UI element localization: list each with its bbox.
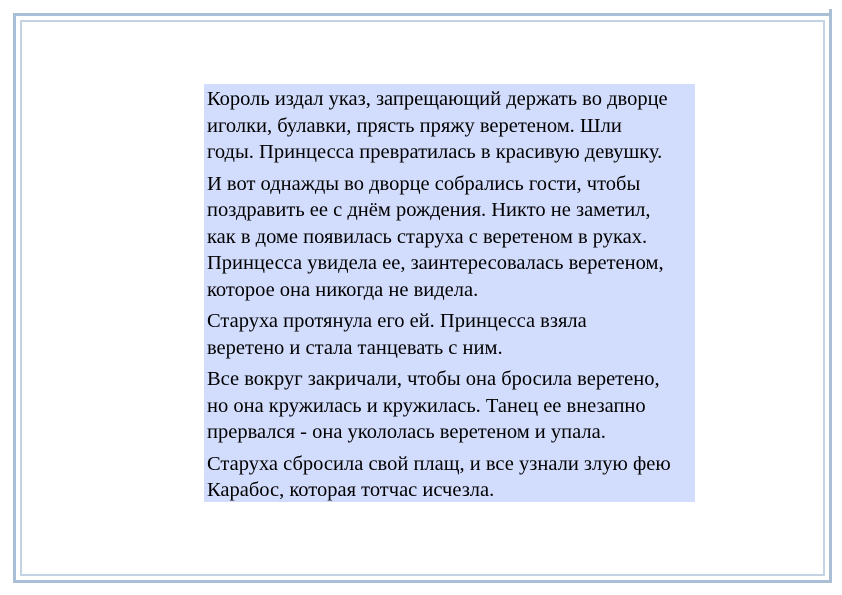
text-line: поздравить ее с днём рождения. Никто не заметил, [207,199,651,221]
text-line: И вот однажды во дворце собрались гости, чтобы [207,172,641,195]
text-line: Принцесса увидела ее, заинтересовалась веретеном, [207,252,664,274]
frame-corner-mark [829,9,832,23]
text-line: Старуха сбросила свой плащ, и все узнали злую фею [207,452,671,475]
paragraph-3 [207,308,693,361]
text-line: которое она никогда не видела. [207,278,479,301]
text-line: Карабос, которая тотчас исчезла. [207,479,495,501]
text-line: как в доме появилась старуха с веретеном в руках. [207,225,648,248]
text-line: Король издал указ, запрещающий держать во дворце [207,88,668,110]
text-line: но она кружилась и кружилась. Танец ее внезапно [207,394,646,417]
paragraph-1 [207,86,693,166]
paragraph-2 [207,171,693,304]
text-line: прервался - она укололась веретеном и упала. [207,421,606,443]
paragraph-4 [207,366,693,446]
text-line: веретено и стала танцевать с ним. [207,336,503,359]
story-text-block [204,84,695,502]
paragraph-5 [207,451,693,503]
text-line: годы. Принцесса превратилась в красивую девушку. [207,141,663,163]
text-line: иголки, булавки, прясть пряжу веретеном. Шли [207,114,622,137]
text-line: Все вокруг закричали, чтобы она бросила веретено, [207,368,660,390]
text-line: Старуха протянула его ей. Принцесса взяла [207,310,587,332]
